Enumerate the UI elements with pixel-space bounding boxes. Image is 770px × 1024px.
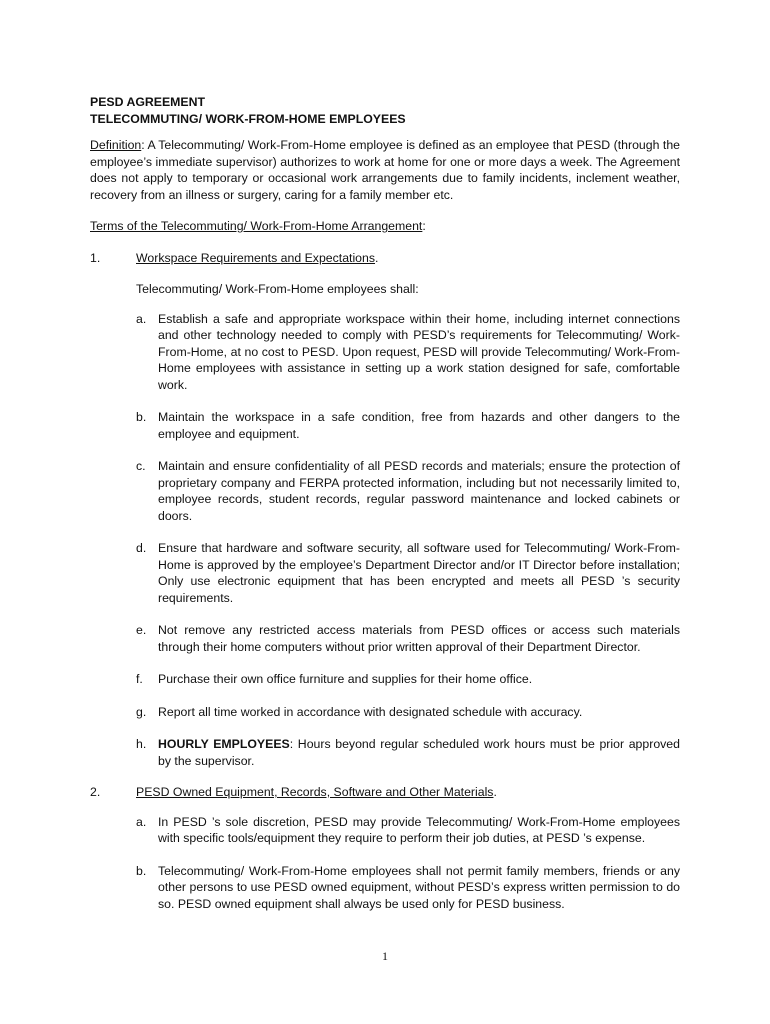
terms-heading: Terms of the Telecommuting/ Work-From-Home Arrangement:	[90, 219, 426, 233]
document-page	[90, 94, 680, 912]
page-number: 1	[382, 949, 388, 963]
item-text: Maintain and ensure confidentiality of all PESD records and materials; ensure the protection of proprietary company and FERPA protected information, including but not necessarily limited to, employee records, student records, regular password maintenance and locked cabinets or doors.	[158, 459, 680, 523]
terms-heading-text: Terms of the Telecommuting/ Work-From-Home Arrangement	[90, 219, 423, 233]
list-item	[136, 814, 680, 847]
item-text: Purchase their own office furniture and supplies for their home office.	[158, 672, 533, 686]
title-line-2: TELECOMMUTING/ WORK-FROM-HOME EMPLOYEES	[90, 111, 406, 126]
item-bold-lead: HOURLY EMPLOYEES	[158, 737, 290, 751]
list-item	[136, 671, 680, 688]
item-text: Report all time worked in accordance with designated schedule with accuracy.	[158, 704, 583, 719]
item-letter: g.	[136, 704, 147, 719]
item-letter: f.	[136, 672, 143, 686]
list-item	[136, 704, 680, 721]
definition-paragraph	[90, 137, 680, 203]
item-letter: b.	[136, 410, 147, 424]
section-title: Workspace Requirements and Expectations.	[136, 250, 379, 265]
item-text: Maintain the workspace in a safe condition, free from hazards and other dangers to the employee and equipment.	[158, 410, 680, 441]
list-item	[136, 409, 680, 442]
item-letter: e.	[136, 623, 147, 637]
item-letter: d.	[136, 541, 147, 555]
section-number: 2.	[90, 785, 101, 799]
item-text: In PESD ’s sole discretion, PESD may provide Telecommuting/ Work-From-Home employees with specific tools/equipment they require to perform their job duties, at PESD ’s expense.	[158, 814, 680, 845]
item-letter: c.	[136, 459, 146, 473]
list-item	[136, 311, 680, 394]
list-item	[136, 458, 680, 524]
item-text: Not remove any restricted access materials from PESD offices or access such materials through their home computers without prior written approval of their Department Director.	[158, 623, 680, 654]
title-line-1: PESD AGREEMENT	[90, 95, 206, 109]
item-text: Establish a safe and appropriate workspace within their home, including internet connections and other technology needed to comply with PESD’s requirements for Telecommuting/ Work-From-Home, at no cost to PESD. Upon request, PESD will provide Telecommuting/ Work-From-Home employees with assistance in setting up a work station designed for safe, comfortable work.	[158, 311, 680, 392]
item-text: : Hours beyond regular scheduled work hours must be prior approved by the supervisor.	[158, 737, 680, 768]
section-title: PESD Owned Equipment, Records, Software and Other Materials.	[136, 785, 497, 799]
item-letter: a.	[136, 814, 147, 829]
item-text: Telecommuting/ Work-From-Home employees shall not permit family members, friends or any other persons to use PESD owned equipment, without PESD’s express written permission to do so. PESD owned equipment shall always be used only for PESD business.	[158, 863, 680, 911]
list-item	[136, 863, 680, 913]
list-item	[136, 540, 680, 606]
definition-label: Definition	[90, 138, 142, 152]
item-text: Ensure that hardware and software security, all software used for Telecommuting/ Work-From-Home is approved by the employee’s Department Director and/or IT Director before installation; Only use electronic equipment that has been encrypted and meets all PESD ’s security requirements.	[158, 541, 680, 605]
item-letter: b.	[136, 863, 147, 878]
section-2	[90, 784, 680, 912]
item-letter: a.	[136, 311, 147, 326]
list-item	[136, 736, 680, 769]
list-item	[136, 622, 680, 655]
definition-text: : A Telecommuting/ Work-From-Home employee is defined as an employee that PESD (through the employee’s immediate supervisor) authorizes to work at home for one or more days a week. The Agreement does not apply to temporary or occasional work arrangements due to family incidents, inclement weather, recovery from an illness or surgery, caring for a family member etc.	[90, 138, 680, 202]
section-number: 1.	[90, 250, 101, 265]
item-letter: h.	[136, 737, 147, 751]
section-1	[90, 250, 680, 770]
section-intro: Telecommuting/ Work-From-Home employees shall:	[136, 282, 419, 296]
